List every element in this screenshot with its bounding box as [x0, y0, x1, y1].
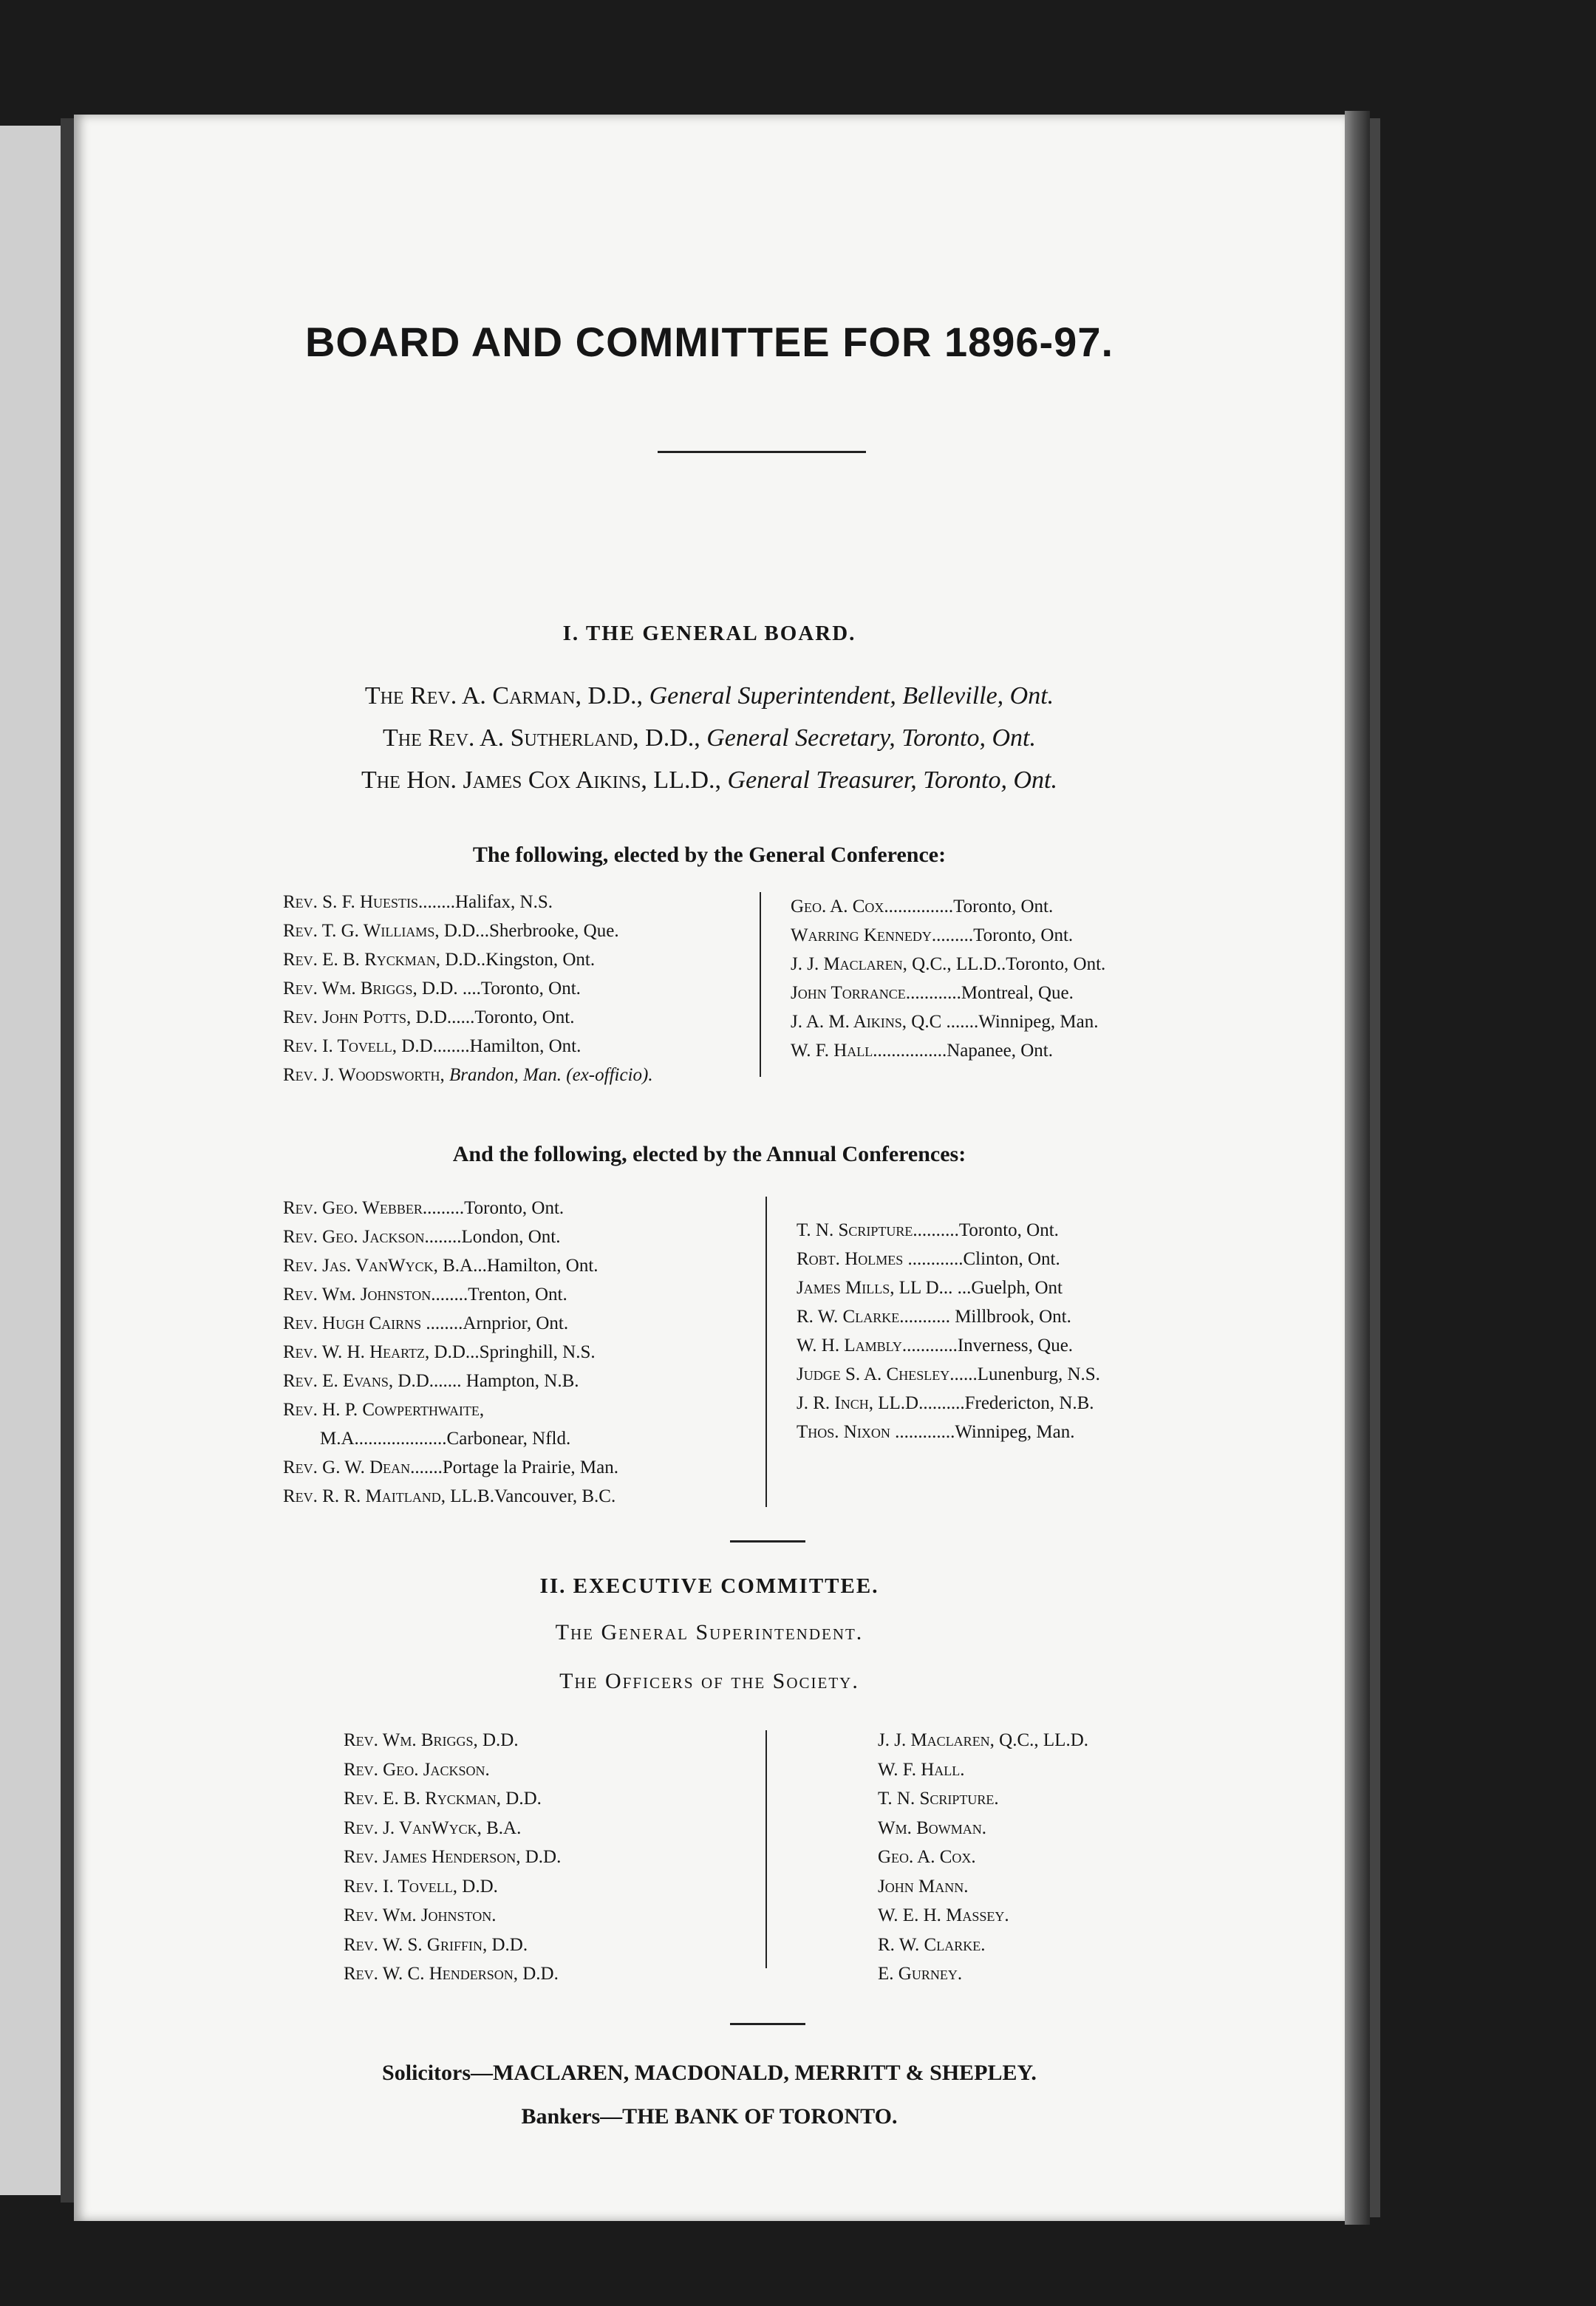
list-item: Rev. J. Woodsworth, Brandon, Man. (ex-officio).	[283, 1065, 653, 1085]
executive-left-list	[344, 1726, 561, 1989]
list-item: Rev. Geo. Jackson........London, Ont.	[283, 1227, 561, 1247]
officer-line	[74, 682, 1345, 710]
cover-edge	[1370, 118, 1380, 2217]
list-item: Rev. E. Evans, D.D....... Hampton, N.B.	[283, 1371, 579, 1391]
list-item: Rev. James Henderson, D.D.	[344, 1847, 562, 1867]
executive-right-list	[878, 1726, 1088, 1989]
list-item: Rev. W. H. Heartz, D.D...Springhill, N.S.	[283, 1342, 596, 1362]
list-item: Rev. J. VanWyck, B.A.	[344, 1817, 522, 1838]
list-item: Geo. A. Cox...............Toronto, Ont.	[791, 897, 1054, 916]
list-item: Rev. Wm. Briggs, D.D.	[344, 1730, 519, 1750]
list-item: Rev. R. R. Maitland, LL.B.Vancouver, B.C.	[283, 1486, 616, 1506]
list-item: Judge S. A. Chesley......Lunenburg, N.S.	[797, 1364, 1100, 1384]
officer-name: The Rev. A. Carman, D.D.,	[364, 682, 644, 710]
list-item: W. H. Lambly............Inverness, Que.	[797, 1336, 1074, 1356]
book-gutter	[61, 118, 74, 2203]
officer-line	[74, 766, 1345, 795]
title-rule	[658, 451, 866, 453]
officer-role: General Superintendent, Belleville, Ont.	[649, 682, 1054, 710]
list-item: John Torrance............Montreal, Que.	[791, 983, 1074, 1003]
officer-name: The Rev. A. Sutherland, D.D.,	[382, 724, 700, 752]
annual-conference-heading: And the following, elected by the Annual Conferences:	[452, 1142, 966, 1166]
officer-role: General Treasurer, Toronto, Ont.	[727, 766, 1057, 794]
solicitors-line: Solicitors—MACLAREN, MACDONALD, MERRITT & SHEPLEY.	[382, 2061, 1037, 2085]
list-item: Rev. G. W. Dean.......Portage la Prairie, Man.	[283, 1458, 618, 1477]
list-item: J. J. Maclaren, Q.C., LL.D..Toronto, Ont.	[791, 954, 1106, 974]
list-item: Rev. John Potts, D.D......Toronto, Ont.	[283, 1007, 575, 1027]
list-item: T. N. Scripture.	[878, 1789, 999, 1809]
general-conference-right-list	[791, 892, 1105, 1065]
general-board-heading: I. THE GENERAL BOARD.	[562, 622, 856, 645]
list-item: Rev. H. P. Cowperthwaite,	[283, 1400, 485, 1420]
list-item: W. F. Hall.	[878, 1759, 965, 1780]
officer-role: General Secretary, Toronto, Ont.	[706, 724, 1037, 752]
column-divider	[765, 1197, 767, 1507]
list-item: Rev. I. Tovell, D.D.	[344, 1876, 498, 1897]
list-item: M.A....................Carbonear, Nfld.	[320, 1429, 571, 1449]
general-conference-heading: The following, elected by the General Conference:	[472, 843, 947, 867]
section-rule	[730, 1540, 805, 1543]
list-item: Rev. T. G. Williams, D.D...Sherbrooke, Que.	[283, 921, 619, 941]
page-stack-edge	[1345, 111, 1370, 2225]
executive-line-superintendent: The General Superintendent.	[555, 1620, 864, 1645]
list-item: Rev. W. S. Griffin, D.D.	[344, 1934, 528, 1955]
list-item: Wm. Bowman.	[878, 1817, 987, 1838]
list-item: Rev. Wm. Johnston.	[344, 1905, 497, 1925]
column-divider	[765, 1730, 767, 1968]
general-conference-left-list	[283, 888, 653, 1089]
officer-name: The Hon. James Cox Aikins, LL.D.,	[361, 766, 722, 794]
section-rule	[730, 2023, 805, 2025]
list-item: E. Gurney.	[878, 1964, 963, 1984]
document-page	[74, 115, 1345, 2221]
column-divider	[760, 892, 761, 1077]
list-item: Rev. Wm. Johnston........Trenton, Ont.	[283, 1285, 567, 1305]
list-item: R. W. Clarke........... Millbrook, Ont.	[797, 1307, 1071, 1327]
list-item: T. N. Scripture..........Toronto, Ont.	[797, 1220, 1059, 1240]
list-item: Robt. Holmes ............Clinton, Ont.	[797, 1249, 1060, 1269]
list-item: Rev. Wm. Briggs, D.D. ....Toronto, Ont.	[283, 979, 581, 999]
list-item: Rev. W. C. Henderson, D.D.	[344, 1964, 559, 1984]
executive-committee-heading: II. EXECUTIVE COMMITTEE.	[539, 1574, 879, 1598]
list-item: J. J. Maclaren, Q.C., LL.D.	[878, 1730, 1089, 1750]
list-item: Rev. E. B. Ryckman, D.D.	[344, 1789, 542, 1809]
list-item: Rev. Geo. Webber.........Toronto, Ont.	[283, 1198, 565, 1218]
list-item: Rev. Jas. VanWyck, B.A...Hamilton, Ont.	[283, 1256, 598, 1276]
list-item: Rev. E. B. Ryckman, D.D..Kingston, Ont.	[283, 950, 596, 970]
list-item: John Mann.	[878, 1876, 969, 1897]
list-item: R. W. Clarke.	[878, 1934, 986, 1955]
list-item: J. A. M. Aikins, Q.C .......Winnipeg, Man.	[791, 1012, 1099, 1032]
list-item: Warring Kennedy.........Toronto, Ont.	[791, 925, 1074, 945]
annual-conference-right-list	[797, 1216, 1100, 1446]
bankers-line: Bankers—THE BANK OF TORONTO.	[521, 2104, 898, 2129]
page-title: BOARD AND COMMITTEE FOR 1896-97.	[304, 319, 1114, 365]
list-item: Rev. Geo. Jackson.	[344, 1759, 490, 1780]
list-item: James Mills, LL D... ...Guelph, Ont	[797, 1278, 1063, 1298]
list-item: Rev. I. Tovell, D.D........Hamilton, Ont.	[283, 1036, 582, 1056]
list-item: Rev. Hugh Cairns ........Arnprior, Ont.	[283, 1313, 569, 1333]
list-item: Rev. S. F. Huestis........Halifax, N.S.	[283, 892, 553, 912]
list-item: Thos. Nixon .............Winnipeg, Man.	[797, 1422, 1075, 1442]
list-item: J. R. Inch, LL.D..........Fredericton, N.B.	[797, 1393, 1094, 1413]
executive-line-officers: The Officers of the Society.	[559, 1669, 859, 1693]
list-item: W. F. Hall................Napanee, Ont.	[791, 1041, 1053, 1061]
list-item: W. E. H. Massey.	[878, 1905, 1009, 1925]
officer-line	[74, 724, 1345, 752]
list-item: Geo. A. Cox.	[878, 1847, 976, 1867]
annual-conference-left-list	[283, 1194, 618, 1511]
